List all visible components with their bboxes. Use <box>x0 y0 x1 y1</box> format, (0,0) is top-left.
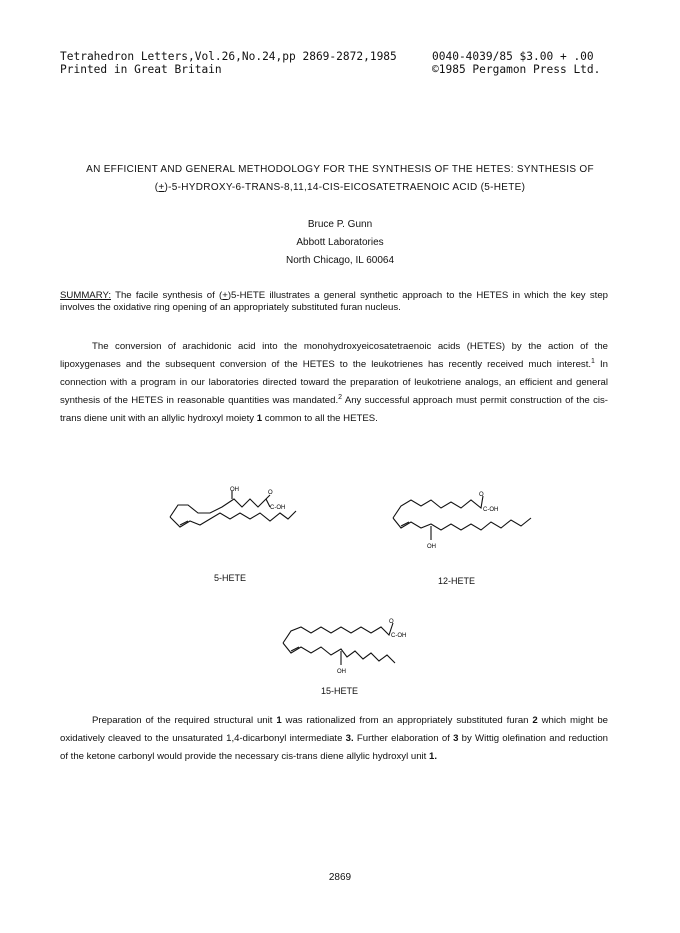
paper-title-line-2: (+)-5-HYDROXY-6-TRANS-8,11,14-CIS-EICOSATETRAENOIC ACID (5-HETE) <box>154 182 526 193</box>
summary-text-b: )5-HETE illustrates a general synthetic approach to the HETES in which the key step involves the oxidative ring opening of an appropriately substituted furan nucleus. <box>60 290 608 313</box>
summary-plus-minus: + <box>222 290 228 301</box>
author-affiliation: Abbott Laboratories <box>296 237 384 248</box>
page-number: 2869 <box>328 872 352 883</box>
copyright-notice: ©1985 Pergamon Press Ltd. <box>432 63 601 76</box>
intro-paragraph <box>60 338 608 428</box>
chain-lower-15 <box>283 643 395 663</box>
furan-2-ref: 2 <box>532 715 538 726</box>
oh-label-5: OH <box>230 487 239 493</box>
intermediate-3-ref-2: 3 <box>453 733 459 744</box>
chain-lower <box>170 511 296 527</box>
acid-label-15: C-OH <box>391 633 407 639</box>
journal-citation: Tetrahedron Letters,Vol.26,No.24,pp 2869-2872,1985 <box>60 50 397 63</box>
structure-5-hete <box>160 483 310 543</box>
unit-1-ref: 1 <box>276 715 282 726</box>
chain-upper <box>170 495 270 517</box>
rationale-text-e: by Wittig olefination and reduction of the ketone carbonyl would provide the necessary cis-trans diene allylic hydroxyl unit <box>60 733 608 762</box>
paper-title-line-1: AN EFFICIENT AND GENERAL METHODOLOGY FOR THE SYNTHESIS OF THE HETES: SYNTHESIS OF <box>86 164 594 175</box>
summary-text-a: The facile synthesis of ( <box>111 290 223 301</box>
reference-2: 2 <box>338 393 343 401</box>
rationale-text-d: Further elaboration of <box>353 733 454 744</box>
acid-label-5: C-OH <box>270 505 286 511</box>
chain-lower-12 <box>393 518 531 530</box>
rationale-paragraph <box>60 712 608 766</box>
oh-label-12: OH <box>427 544 436 550</box>
carbonyl-o-label-12: O <box>479 492 484 498</box>
issn-price: 0040-4039/85 $3.00 + .00 <box>432 50 594 63</box>
summary-label: SUMMARY: <box>60 290 111 301</box>
paper-title-line-2-text: )-5-HYDROXY-6-TRANS-8,11,14-CIS-EICOSATETRAENOIC ACID (5-HETE) <box>164 182 526 193</box>
structure-15-hete <box>275 613 425 678</box>
label-12-hete: 12-HETE <box>438 576 476 586</box>
printed-location: Printed in Great Britain <box>60 63 222 76</box>
structural-unit-ref: 1 <box>256 413 263 424</box>
reference-1: 1 <box>591 357 595 365</box>
structure-12-hete <box>385 490 535 560</box>
acid-label-12: C-OH <box>483 507 499 513</box>
author-address: North Chicago, IL 60064 <box>285 255 395 266</box>
summary-paragraph <box>60 290 608 314</box>
plus-minus-sign: + <box>158 182 165 193</box>
rationale-text-b: was rationalized from an appropriately substituted furan <box>281 715 533 726</box>
chain-upper-12 <box>393 496 483 518</box>
chain-upper-15 <box>283 623 393 643</box>
label-5-hete: 5-HETE <box>214 573 247 583</box>
rationale-text-c: which might be oxidatively cleaved to the unsaturated 1,4-dicarbonyl intermediate <box>60 715 608 744</box>
oh-label-15: OH <box>337 669 346 675</box>
intro-text-c: Any successful approach must permit construction of the cis-trans diene unit with an allylic hydroxyl moiety <box>60 395 608 424</box>
intermediate-3-ref: 3. <box>345 733 354 744</box>
carbonyl-o-label-5: O <box>268 490 273 496</box>
intro-text-d: common to all the HETES. <box>262 413 378 424</box>
intro-text-a: The conversion of arachidonic acid into the monohydroxyeicosatetraenoic acids (HETES) by the action of the lipoxygenases and the subsequent conversion of the HETES to the leukotrienes has recently received much interest. <box>60 341 608 370</box>
author-name: Bruce P. Gunn <box>307 219 373 230</box>
unit-1-ref-2: 1. <box>429 751 438 762</box>
intro-text-b: In connection with a program in our laboratories directed toward the preparation of leukotriene analogs, an efficient and general synthesis of the HETES in reasonable quantities was mandated. <box>60 359 608 406</box>
carbonyl-o-label-15: O <box>389 619 394 625</box>
label-15-hete: 15-HETE <box>321 686 359 696</box>
rationale-text-a: Preparation of the required structural unit <box>92 715 277 726</box>
